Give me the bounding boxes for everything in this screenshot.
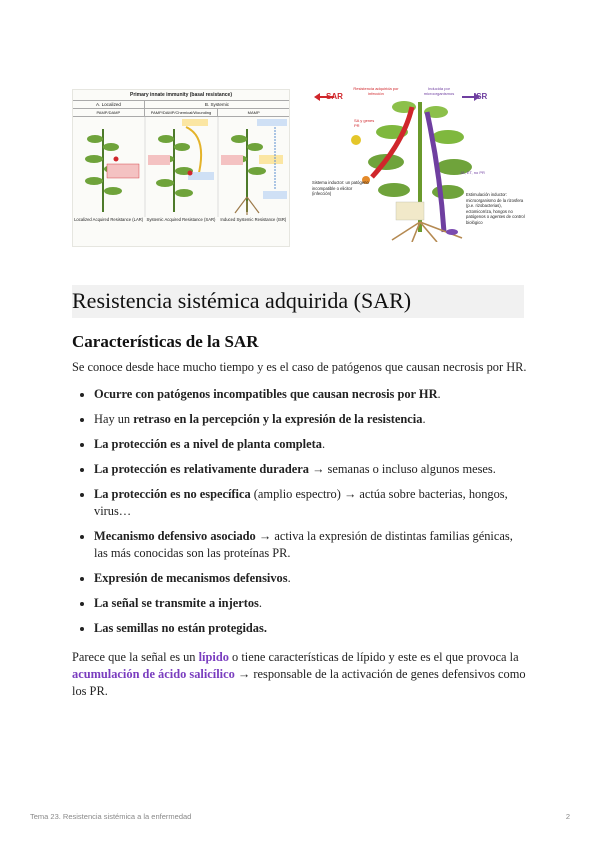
- intro-paragraph: Se conoce desde hace mucho tiempo y es el caso de patógenos que causan necrosis por HR.: [72, 360, 527, 374]
- item-text: .: [258, 596, 262, 610]
- caption-isr: Induced Systemic Resistance (ISR): [220, 217, 287, 222]
- footer-title: Tema 23. Resistencia sistémica a la enfermedad: [30, 812, 192, 821]
- list-item: [94, 595, 528, 612]
- diagram-title: Primary innate immunity (basal resistance): [130, 92, 232, 98]
- characteristics-list: [72, 386, 528, 637]
- sar-label: SAR: [326, 92, 343, 101]
- left-caption: Sistema inductor: un patógeno incompatible o elicitor (infección): [312, 180, 369, 196]
- section-title: Resistencia sistémica adquirida (SAR): [72, 285, 524, 318]
- closing-text: → responsable de la activación de genes defensivos como los PR.: [72, 667, 526, 698]
- item-text: → semanas o incluso algunos meses.: [308, 462, 496, 476]
- caption-lar: Localized Acquired Resistance (LAR): [74, 217, 144, 222]
- closing-text: Parece que la señal es un: [72, 650, 199, 664]
- subsection-title: Características de la SAR: [72, 332, 259, 351]
- page-number: 2: [565, 812, 570, 821]
- list-item: [94, 620, 528, 637]
- list-item: [94, 386, 528, 403]
- bold-text: Mecanismo defensivo asociado: [94, 529, 256, 543]
- right-caption: Estimulación inductor: microorganismo de la rizosfera (p.e. rizobacterias), ectomicorriza, hongos no patógenos o agentes de control biológico: [466, 192, 525, 225]
- list-item: [94, 411, 528, 428]
- highlight-lipid: lípido: [198, 650, 229, 664]
- bold-text: Ocurre con patógenos incompatibles que causan necrosis por HR: [94, 387, 438, 401]
- row-trigger-c: MAMP: [247, 110, 260, 115]
- sar-top-caption: Resistencia adquirida por infección: [353, 86, 399, 96]
- sar-isr-diagram: [312, 82, 528, 242]
- closing-text: o tiene características de lípido y este es el que provoca la: [228, 650, 519, 664]
- item-text: .: [287, 571, 291, 585]
- isr-top-caption: Inducida por microorganismos: [423, 86, 455, 96]
- page-footer: [30, 812, 570, 821]
- item-text: .: [437, 387, 441, 401]
- closing-paragraph: [72, 649, 528, 700]
- list-item: [94, 528, 528, 562]
- column-b-header: B. Systemic: [204, 102, 230, 107]
- bold-text: La protección es no específica: [94, 487, 251, 501]
- bold-text: Las semillas no están protegidas.: [94, 621, 267, 635]
- immunity-diagram: [72, 89, 290, 247]
- highlight-salicylic-acid: acumulación de ácido salicílico: [72, 667, 235, 681]
- column-a-header: A. Localized: [73, 101, 145, 108]
- caption-sar: Systemic Acquired Resistance (SAR): [146, 217, 216, 222]
- list-item: [94, 486, 528, 520]
- sa-label: SA y genes PR: [354, 118, 375, 128]
- bold-text: La protección es a nivel de planta completa: [94, 437, 322, 451]
- plant-illustrations: [73, 117, 289, 217]
- content-body: [72, 359, 528, 700]
- item-text: (amplio espectro) → actúa sobre bacterias, hongos, virus…: [94, 487, 508, 518]
- item-text: Hay un: [94, 412, 134, 426]
- bold-text: La señal se transmite a injertos: [94, 596, 259, 610]
- list-item: [94, 461, 528, 478]
- bold-text: Expresión de mecanismos defensivos: [94, 571, 288, 585]
- row-trigger-a: PAMP/DAMP: [73, 109, 145, 116]
- item-text: → activa la expresión de distintas familias génicas, las más conocidas son las proteínas PR.: [94, 529, 513, 560]
- bold-text: La protección es relativamente duradera: [94, 462, 309, 476]
- item-text: .: [422, 412, 426, 426]
- list-item: [94, 570, 528, 587]
- item-text: .: [321, 437, 326, 451]
- bold-text: retraso en la percepción y la expresión de la resistencia: [133, 412, 423, 426]
- list-item: [94, 436, 528, 453]
- isr-label: ISR: [474, 92, 488, 101]
- row-trigger-b: PAMP/DAMP/Chemical/Wounding: [145, 109, 219, 116]
- ja-label: JA, ET, no PR: [460, 170, 485, 175]
